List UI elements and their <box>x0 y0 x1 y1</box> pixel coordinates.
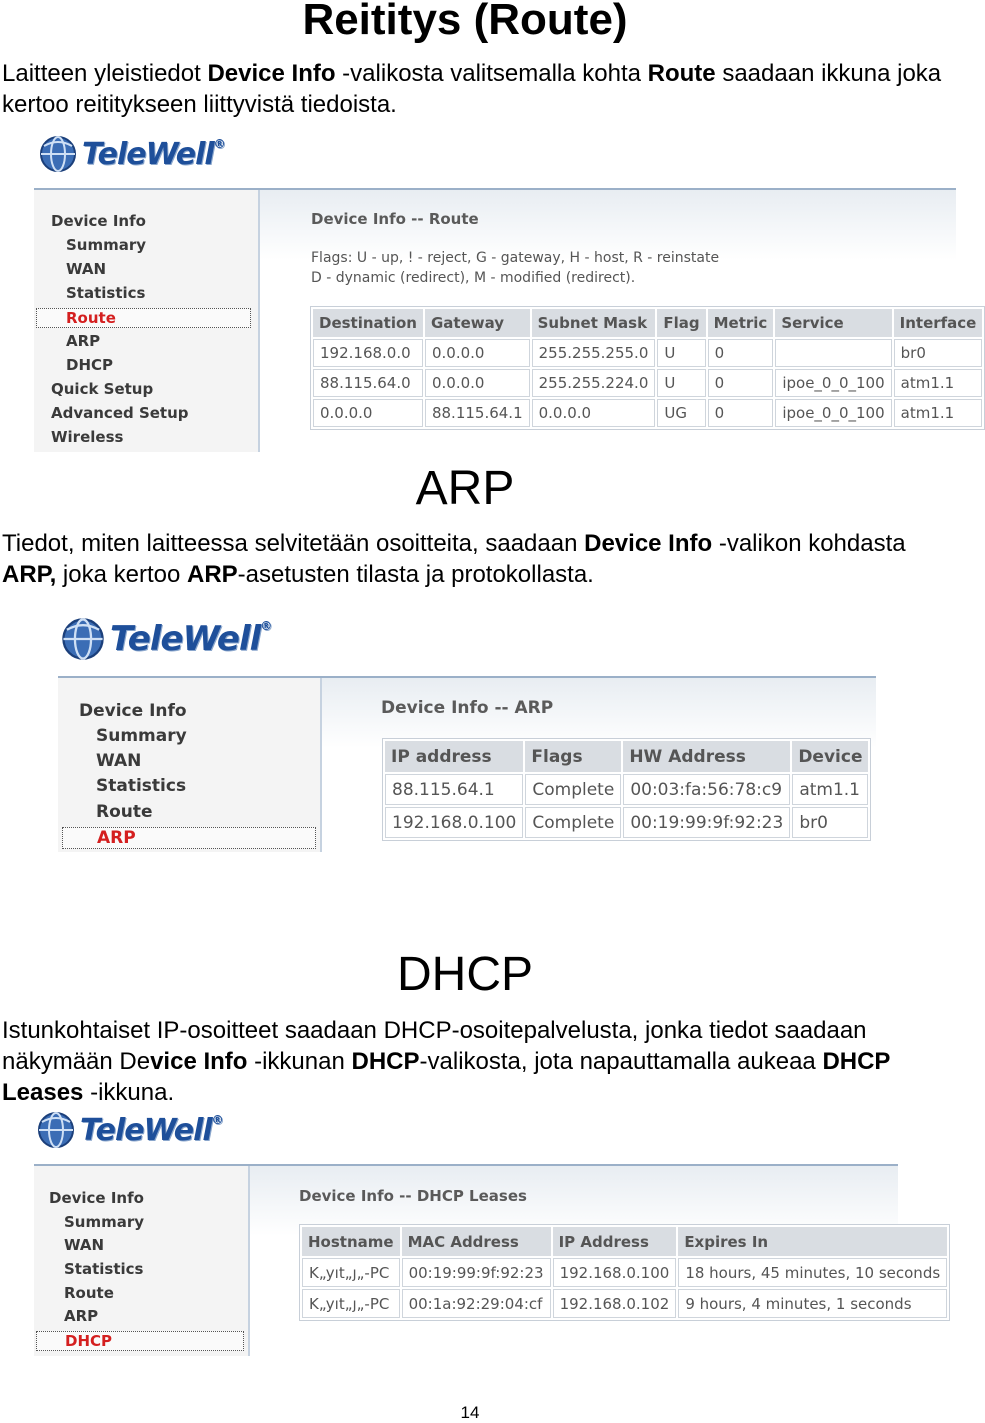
menu-wan[interactable]: WAN <box>66 260 107 278</box>
col-hw-address: HW Address <box>623 741 790 772</box>
cell: 192.168.0.0 <box>313 339 423 367</box>
table-row <box>302 1258 947 1287</box>
col-flags: Flags <box>525 741 621 772</box>
cell: 9 hours, 4 minutes, 1 seconds <box>678 1289 947 1318</box>
cell: 0.0.0.0 <box>425 339 530 367</box>
logo-wordmark: TeleWell <box>80 1112 212 1148</box>
col-device: Device <box>792 741 868 772</box>
table-row <box>385 807 868 838</box>
arp-intro-bold-3: ARP <box>186 561 238 588</box>
col-interface: Interface <box>894 309 983 337</box>
breadcrumb: Device Info -- DHCP Leases <box>299 1187 527 1205</box>
cell: 00:03:fa:56:78:c9 <box>623 774 790 805</box>
dhcp-intro-text-4: -ikkuna. <box>83 1079 175 1106</box>
route-intro-text-1: Laitteen yleistiedot <box>2 60 208 87</box>
menu-route[interactable]: Route <box>96 802 153 822</box>
route-intro-paragraph <box>2 58 952 120</box>
cell: 88.115.64.0 <box>313 369 423 397</box>
cell: 0.0.0.0 <box>425 369 530 397</box>
col-subnet-mask: Subnet Mask <box>532 309 656 337</box>
menu-route-active[interactable]: Route <box>36 308 251 328</box>
cell: br0 <box>792 807 868 838</box>
cell: K„yıt„ȷ„-PC <box>302 1258 400 1287</box>
arp-screenshot <box>58 612 876 852</box>
col-mac-address: MAC Address <box>402 1227 551 1256</box>
dhcp-intro-bold-1: vice Info <box>150 1048 248 1075</box>
cell: ipoe_0_0_100 <box>775 399 891 427</box>
menu-advanced-setup[interactable]: Advanced Setup <box>51 404 189 422</box>
route-intro-bold-1: Device Info <box>207 60 336 87</box>
logo-wordmark: TeleWell <box>82 136 214 172</box>
cell: atm1.1 <box>894 399 983 427</box>
menu-route[interactable]: Route <box>64 1284 114 1302</box>
menu-device-info[interactable]: Device Info <box>79 701 187 721</box>
menu-wan[interactable]: WAN <box>96 751 142 771</box>
cell: br0 <box>894 339 983 367</box>
menu-arp-active[interactable]: ARP <box>62 827 316 849</box>
menu-wireless[interactable]: Wireless <box>51 428 124 446</box>
col-hostname: Hostname <box>302 1227 400 1256</box>
menu-statistics[interactable]: Statistics <box>96 776 187 796</box>
cell: U <box>657 339 705 367</box>
breadcrumb: Device Info -- Route <box>311 210 479 228</box>
arp-intro-text-1: Tiedot, miten laitteessa selvitetään osoitteita, saadaan <box>2 530 585 557</box>
cell: Complete <box>525 774 621 805</box>
menu-summary[interactable]: Summary <box>96 726 187 746</box>
dhcp-intro-bold-2: DHCP <box>351 1048 420 1075</box>
telewell-logo <box>36 1110 223 1150</box>
col-ip-address: IP address <box>385 741 523 772</box>
page-title: Reititys (Route) <box>302 0 628 44</box>
arp-intro-text-2: -valikon kohdasta <box>712 530 906 557</box>
cell: 00:19:99:9f:92:23 <box>623 807 790 838</box>
menu-summary[interactable]: Summary <box>66 236 147 254</box>
arp-intro-paragraph <box>2 528 952 590</box>
col-destination: Destination <box>313 309 423 337</box>
menu-dhcp[interactable]: DHCP <box>66 356 114 374</box>
logo-registered: ® <box>211 1112 223 1127</box>
logo-registered: ® <box>213 136 225 151</box>
menu-summary[interactable]: Summary <box>64 1213 145 1231</box>
cell: 88.115.64.1 <box>385 774 523 805</box>
col-flag: Flag <box>657 309 705 337</box>
cell: 255.255.255.0 <box>532 339 656 367</box>
col-metric: Metric <box>708 309 774 337</box>
arp-intro-text-3: joka kertoo <box>56 561 187 588</box>
cell <box>775 339 891 367</box>
arp-intro-text-4: -asetusten tilasta ja protokollasta. <box>237 561 594 588</box>
arp-table <box>382 738 871 841</box>
cell: 00:19:99:9f:92:23 <box>402 1258 551 1287</box>
cell: 0 <box>708 399 774 427</box>
dhcp-screenshot <box>34 1108 941 1358</box>
route-table <box>310 306 985 430</box>
dhcp-intro-text-2: -ikkunan <box>247 1048 352 1075</box>
breadcrumb: Device Info -- ARP <box>381 698 554 718</box>
menu-device-info[interactable]: Device Info <box>51 212 146 230</box>
flags-legend-line-1: Flags: U - up, ! - reject, G - gateway, H - host, R - reinstate <box>311 250 720 266</box>
col-expires-in: Expires In <box>678 1227 947 1256</box>
route-intro-text-2: -valikosta valitsemalla kohta <box>335 60 648 87</box>
cell: 192.168.0.100 <box>385 807 523 838</box>
menu-statistics[interactable]: Statistics <box>64 1260 144 1278</box>
flags-legend-line-2: D - dynamic (redirect), M - modified (redirect). <box>311 270 636 286</box>
menu-statistics[interactable]: Statistics <box>66 284 146 302</box>
globe-icon <box>36 1110 76 1150</box>
dhcp-intro-bold-3: DHCP Leases <box>2 1048 891 1106</box>
col-ip-address: IP Address <box>553 1227 677 1256</box>
cell: U <box>657 369 705 397</box>
route-intro-bold-2: Route <box>647 60 716 87</box>
menu-arp[interactable]: ARP <box>66 332 101 350</box>
arp-intro-bold-1: Device Info <box>584 530 713 557</box>
table-row <box>302 1289 947 1318</box>
cell: 0 <box>708 369 774 397</box>
cell: 0.0.0.0 <box>313 399 423 427</box>
col-service: Service <box>775 309 891 337</box>
cell: 00:1a:92:29:04:cf <box>402 1289 551 1318</box>
col-gateway: Gateway <box>425 309 530 337</box>
cell: 0.0.0.0 <box>532 399 656 427</box>
dhcp-intro-text-3: -valikosta, jota napauttamalla aukeaa <box>419 1048 823 1075</box>
dhcp-intro-text-1: Istunkohtaiset IP-osoitteet saadaan DHCP-osoitepalvelusta, jonka tiedot saadaan näkymään De <box>2 1017 867 1075</box>
telewell-logo <box>38 134 225 174</box>
globe-icon <box>38 134 78 174</box>
cell: 88.115.64.1 <box>425 399 530 427</box>
arp-intro-bold-2: ARP, <box>2 561 57 588</box>
menu-dhcp-active[interactable]: DHCP <box>36 1331 244 1351</box>
cell: K„yıt„ȷ„-PC <box>302 1289 400 1318</box>
menu-wan[interactable]: WAN <box>64 1236 105 1254</box>
logo-registered: ® <box>260 619 272 633</box>
table-row <box>385 774 868 805</box>
menu-device-info[interactable]: Device Info <box>49 1189 144 1207</box>
route-screenshot <box>34 132 977 452</box>
telewell-logo <box>60 616 271 662</box>
cell: atm1.1 <box>894 369 983 397</box>
cell: atm1.1 <box>792 774 868 805</box>
cell: 192.168.0.102 <box>553 1289 677 1318</box>
menu-quick-setup[interactable]: Quick Setup <box>51 380 154 398</box>
route-intro-text-3: saadaan ikkuna joka kertoo reititykseen liittyvistä tiedoista. <box>2 60 942 118</box>
menu-arp[interactable]: ARP <box>64 1307 99 1325</box>
page-number: 14 <box>460 1403 480 1422</box>
table-row <box>313 369 982 397</box>
cell: 255.255.224.0 <box>532 369 656 397</box>
cell: ipoe_0_0_100 <box>775 369 891 397</box>
cell: UG <box>657 399 705 427</box>
table-row <box>313 399 982 427</box>
cell: 0 <box>708 339 774 367</box>
cell: 18 hours, 45 minutes, 10 seconds <box>678 1258 947 1287</box>
dhcp-intro-paragraph <box>2 1015 942 1108</box>
logo-wordmark: TeleWell <box>110 619 261 659</box>
cell: 192.168.0.100 <box>553 1258 677 1287</box>
globe-icon <box>60 616 106 662</box>
table-row <box>313 339 982 367</box>
arp-heading: ARP <box>415 462 515 515</box>
dhcp-leases-table <box>299 1224 950 1321</box>
cell: Complete <box>525 807 621 838</box>
dhcp-heading: DHCP <box>396 948 533 1001</box>
